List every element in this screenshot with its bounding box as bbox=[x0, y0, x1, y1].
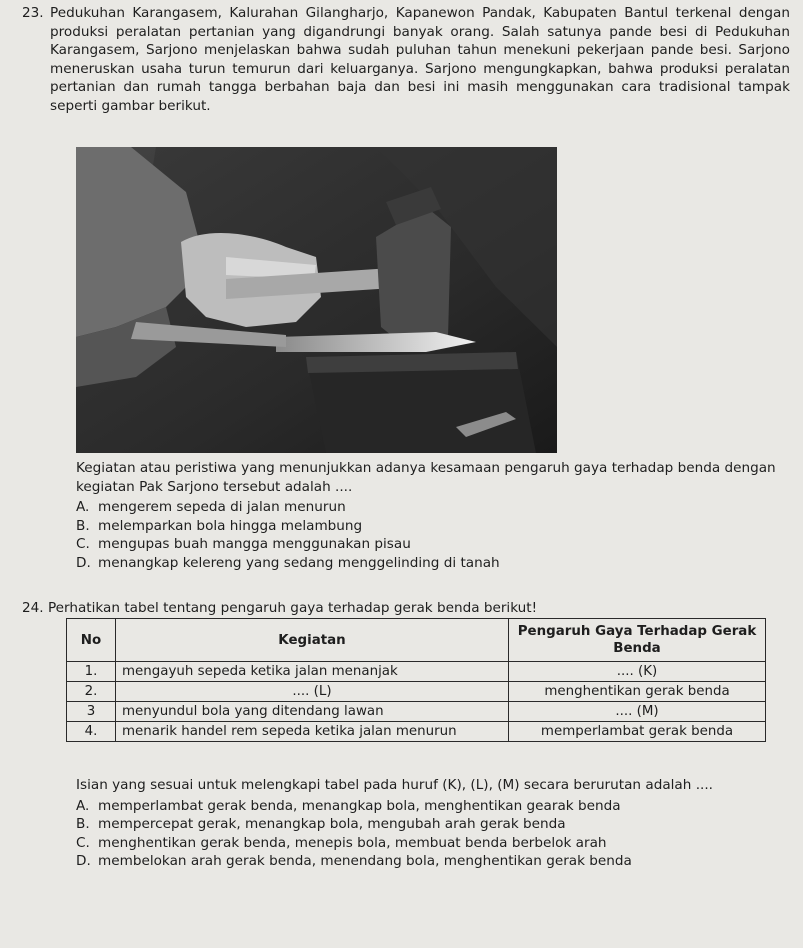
cell-kegiatan: menarik handel rem sepeda ketika jalan menurun bbox=[116, 722, 509, 742]
table-row bbox=[67, 702, 766, 722]
option-letter: C. bbox=[76, 834, 90, 851]
cell-pengaruh: .... (K) bbox=[509, 662, 766, 682]
option-text: mengerem sepeda di jalan menurun bbox=[98, 499, 346, 516]
question-23 bbox=[22, 4, 790, 116]
header-kegiatan: Kegiatan bbox=[116, 619, 509, 662]
option-text: menangkap kelereng yang sedang menggelinding di tanah bbox=[98, 554, 500, 571]
option-letter: B. bbox=[76, 816, 90, 833]
cell-pengaruh: menghentikan gerak benda bbox=[509, 682, 766, 702]
option-c[interactable] bbox=[76, 834, 776, 853]
option-letter: D. bbox=[76, 554, 91, 571]
option-letter: A. bbox=[76, 499, 90, 516]
cell-no: 2. bbox=[67, 682, 116, 702]
option-text: menghentikan gerak benda, menepis bola, membuat benda berbelok arah bbox=[98, 834, 607, 851]
option-a[interactable] bbox=[76, 797, 776, 816]
table-row bbox=[67, 662, 766, 682]
option-d[interactable] bbox=[76, 554, 776, 573]
header-pengaruh: Pengaruh Gaya Terhadap Gerak Benda bbox=[509, 619, 766, 662]
table-row bbox=[67, 722, 766, 742]
option-c[interactable] bbox=[76, 535, 776, 554]
option-text: mempercepat gerak, menangkap bola, mengubah arah gerak benda bbox=[98, 816, 566, 833]
option-b[interactable] bbox=[76, 517, 776, 536]
option-letter: C. bbox=[76, 536, 90, 553]
blacksmith-photo bbox=[76, 147, 557, 453]
option-a[interactable] bbox=[76, 498, 776, 517]
option-letter: B. bbox=[76, 517, 90, 534]
cell-pengaruh: memperlambat gerak benda bbox=[509, 722, 766, 742]
question-24-prompt: Isian yang sesuai untuk melengkapi tabel pada huruf (K), (L), (M) secara berurutan adalah .... bbox=[76, 777, 713, 793]
question-23-options bbox=[76, 498, 776, 572]
table-row bbox=[67, 682, 766, 702]
question-24-body bbox=[76, 776, 776, 871]
option-text: melemparkan bola hingga melambung bbox=[98, 517, 363, 534]
cell-kegiatan: mengayuh sepeda ketika jalan menanjak bbox=[116, 662, 509, 682]
question-24-options bbox=[76, 797, 776, 871]
force-effect-table bbox=[66, 618, 766, 742]
cell-no: 1. bbox=[67, 662, 116, 682]
option-letter: D. bbox=[76, 853, 91, 870]
cell-kegiatan: .... (L) bbox=[116, 682, 509, 702]
option-letter: A. bbox=[76, 797, 90, 814]
question-23-prompt: Kegiatan atau peristiwa yang menunjukkan adanya kesamaan pengaruh gaya terhadap benda dengan kegiatan Pak Sarjono tersebut adalah .... bbox=[76, 460, 776, 495]
option-text: membelokan arah gerak benda, menendang bola, menghentikan gerak benda bbox=[98, 853, 632, 870]
option-b[interactable] bbox=[76, 815, 776, 834]
cell-pengaruh: .... (M) bbox=[509, 702, 766, 722]
option-text: memperlambat gerak benda, menangkap bola, menghentikan gearak benda bbox=[98, 797, 621, 814]
cell-kegiatan: menyundul bola yang ditendang lawan bbox=[116, 702, 509, 722]
option-d[interactable] bbox=[76, 852, 776, 871]
table-header-row bbox=[67, 619, 766, 662]
question-23-text: Pedukuhan Karangasem, Kalurahan Gilangharjo, Kapanewon Pandak, Kabupaten Bantul terkenal dengan produksi peralatan pertanian yang digandrungi banyak orang. Salah satunya pande besi di Pedukuhan Karangasem, Sarjono menjelaskan bahwa sudah puluhan tahun menekuni pekerjaan pande besi. Sarjono meneruskan usaha turun temurun dari keluarganya. Sarjono mengungkapkan, bahwa produksi peralatan pertanian dan rumah tangga berbahan baja dan besi ini masih menggunakan cara tradisional tampak seperti gambar berikut. bbox=[50, 5, 790, 114]
cell-no: 3 bbox=[67, 702, 116, 722]
question-23-number: 23. bbox=[22, 5, 44, 21]
blacksmith-hammering-illustration bbox=[76, 147, 557, 453]
question-23-body bbox=[76, 459, 776, 573]
question-24-intro: 24. Perhatikan tabel tentang pengaruh gaya terhadap gerak benda berikut! bbox=[22, 600, 538, 616]
option-text: mengupas buah mangga menggunakan pisau bbox=[98, 536, 411, 553]
cell-no: 4. bbox=[67, 722, 116, 742]
header-no: No bbox=[67, 619, 116, 662]
